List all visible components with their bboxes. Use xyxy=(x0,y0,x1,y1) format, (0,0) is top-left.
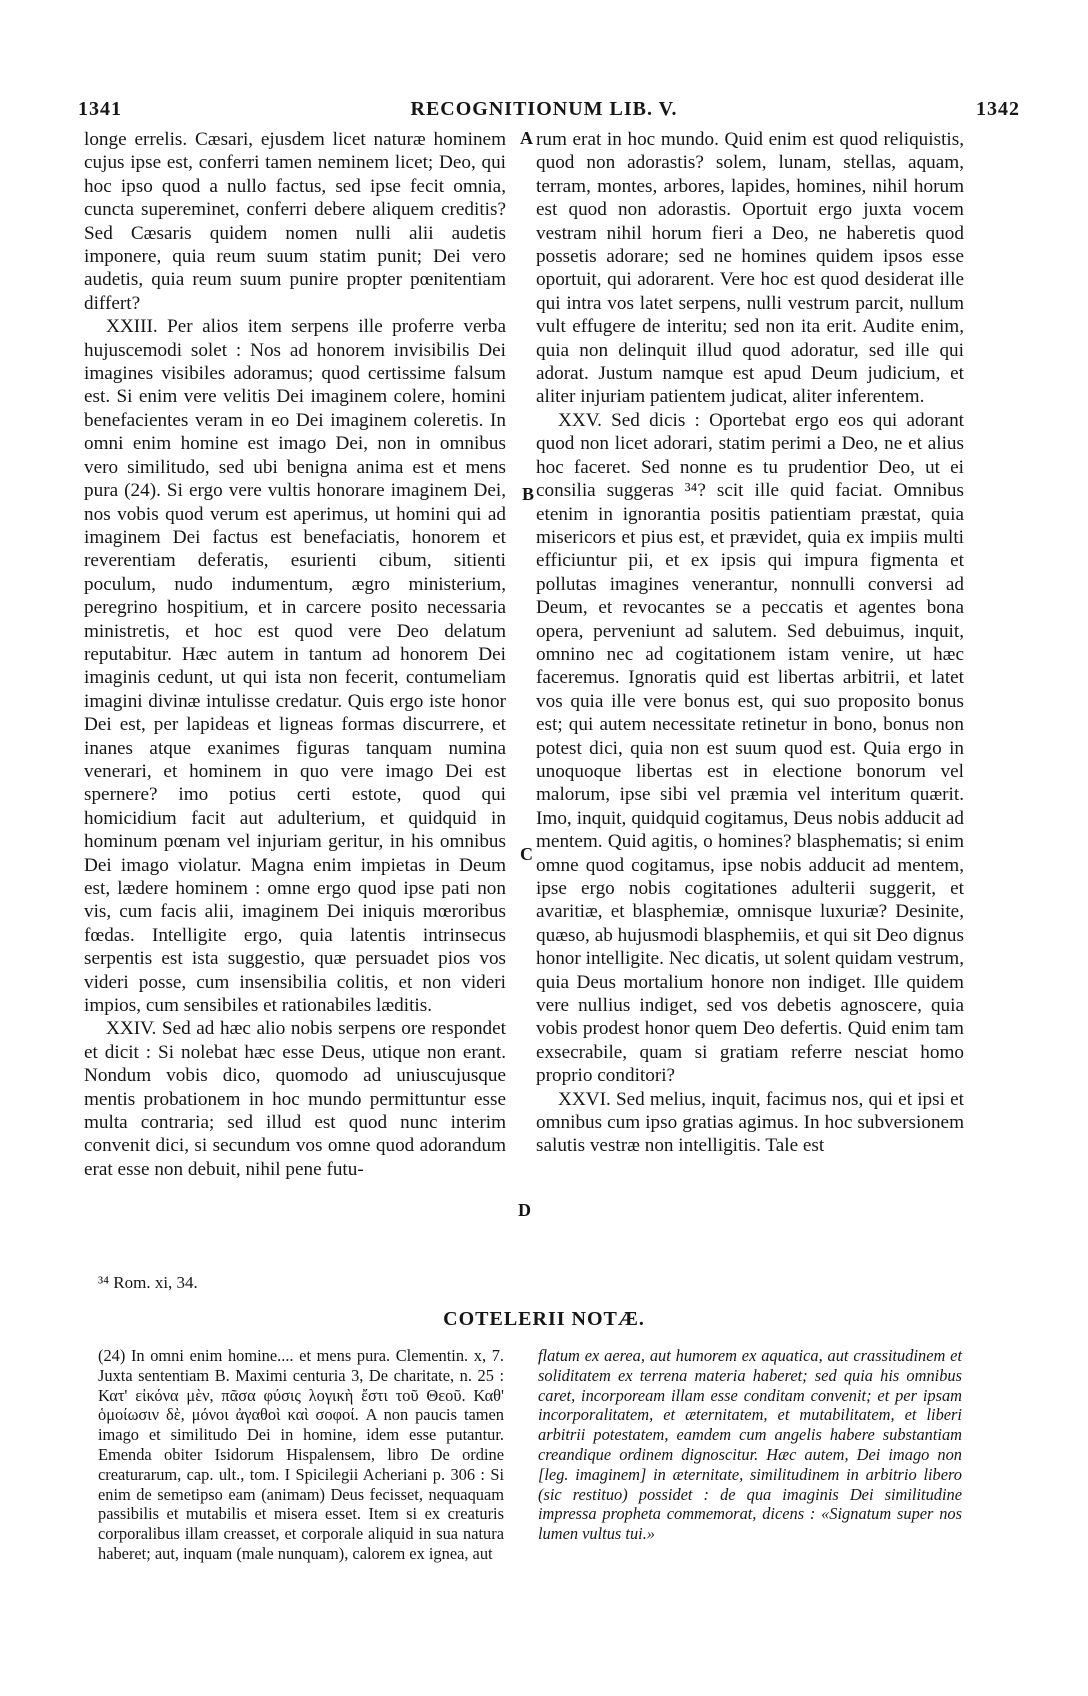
notes-left-column: (24) In omni enim homine.... et mens pura. Clementin. x, 7. Juxta sententiam B. Maximi centuria 3, De charitate, n. 25 : Κατ' εἰκόνα μὲν, πᾶσα φύσις λογικὴ ἔστι τοῦ Θεοῦ. Καθ' ὁμοίωσιν δὲ, μόνοι ἀγαθοὶ καὶ σοφοί. A non paucis tamen imago et similitudo Dei in homine, idem esse putantur. Emenda obiter Isidorum Hispalensem, libro De ordine creaturarum, cap. ult., tom. I Spicilegii Acheriani p. 306 : Si enim de semetipso eam (animam) Deus fecisset, nequaquam passibilis et mutabilis et misera esset. Item si ex creaturis corporalibus illam creasset, et corporale aliquid in sua natura haberet; aut, inquam (male nunquam), calorem ex ignea, aut xyxy=(98,1346,504,1563)
right-text-column xyxy=(536,128,964,1158)
paragraph-xxvi: XXVI. Sed melius, inquit, facimus nos, qui et ipsi et omnibus cum ipso gratias agimus. In hoc subversionem salutis vestræ non intelligitis. Tale est xyxy=(536,1088,964,1157)
footnote: ³⁴ Rom. xi, 34. xyxy=(98,1273,198,1292)
margin-marker-b: B xyxy=(522,484,535,504)
margin-marker-a: A xyxy=(520,128,533,148)
left-page-number: 1341 xyxy=(78,98,122,120)
paragraph-xxii-end: longe errelis. Cæsari, ejusdem licet naturæ hominem cujus ipse est, conferri tamen neminem licet; Deo, qui hoc ipso quod a nullo factus, sed ipse fecit omnia, cuncta supereminet, conferri debere aliquem creditis? Sed Cæsaris quidem nomen nulli alii audetis imponere, quia reum suum statim punit; Dei vero audetis, quia reum suum punire propter pœnitentiam differt? xyxy=(84,129,506,314)
left-text-column xyxy=(84,128,506,1181)
margin-marker-d: D xyxy=(518,1200,531,1220)
paragraph-xxiii: XXIII. Per alios item serpens ille proferre verba hujuscemodi solet : Nos ad honorem invisibilis Dei imagines visibiles adoramus; quod certissime falsum est. Si enim vere velitis Dei imaginem colere, homini benefacientes veram in eo Dei imaginem coleretis. In omni enim homine est imago Dei, non in omnibus vero similitudo, sed ubi benigna anima est et mens pura (24). Si ergo vere vultis honorare imaginem Dei, nos vobis quod verum est aperimus, ut homini qui ad imaginem Dei factus est benefaciatis, honorem et reverentiam deferatis, esurienti cibum, sitienti poculum, nudo indumentum, ægro ministerium, peregrino hospitium, et in carcere posito necessaria ministretis, et hoc est quod vere Deo delatum reputabitur. Hæc autem in tantum ad honorem Dei imaginis cedunt, ut qui ista non fecerit, contumeliam imagini divinæ intulisse credatur. Quis ergo iste honor Dei est, per lapideas et ligneas formas discurrere, et inanes atque exanimes figuras tanquam numina venerari, et hominem in quo vere imago Dei est spernere? imo potius certi estote, quod qui homicidium facit aut adulterium, et quidquid in hominum pœnam vel injuriam geritur, in his omnibus Dei imago violatur. Magna enim impietas in Deum est, lædere hominem : omne ergo quod ipse pati non vis, cum facis alii, imaginem Dei iniquis mœroribus fœdas. Intelligite ergo, quia latentis intrinsecus serpentis est ista suggestio, quæ persuadet pios vos videri posse, cum insensibilia colitis, et non videri impios, cum sensibiles et rationabiles læditis. xyxy=(84,316,506,1017)
paragraph-xxiv: XXIV. Sed ad hæc alio nobis serpens ore respondet et dicit : Si nolebat hæc esse Deus, utique non erant. Nondum vobis dico, quomodo ad uniuscujusque mentis probationem in hoc mundo permittuntur esse multa contraria; sed illud est quod nunc interim convenit dici, si secundum vos omne quod adorandum erat esse non debuit, nihil pene futu- xyxy=(84,1018,506,1180)
running-title: RECOGNITIONUM LIB. V. xyxy=(410,98,678,120)
notes-right-column: flatum ex aerea, aut humorem ex aquatica, aut crassitudinem et soliditatem ex terrena materia haberet; sed quia his omnibus caret, incorpoream illam esse conditam convenit; et per ipsam incorporalitatem, et æternitatem, et mutabilitatem, et liberi arbitrii potestatem, eamdem cum angelis habere substantiam creandique ordinem dignoscitur. Hæc autem, Dei imago non [leg. imaginem] in æternitate, similitudinem in arbitrio libero (sic restituo) possidet : de qua imaginis Dei similitudine impressa propheta commemorat, dicens : «Signatum super nos lumen vultus tui.» xyxy=(538,1346,962,1544)
notes-heading: COTELERII NOTÆ. xyxy=(443,1308,645,1330)
paragraph-xxiv-cont: rum erat in hoc mundo. Quid enim est quod reliquistis, quod non adorastis? solem, lunam, stellas, aquam, terram, montes, arbores, lapides, homines, nihil horum est quod non adorastis. Oportuit ergo juxta vocem vestram nihil horum fieri a Deo, ne haberetis quod possetis adorare; sed ne homines quidem ipsos esse oportuit, qui adorarent. Vere hoc est quod desiderat ille qui intra vos latet serpens, nulli vestrum parcit, nullum vult effugere de interitu; sed non ita erit. Audite enim, quia non delinquit illud quod adoratur, sed ille qui adorat. Justum namque est apud Deum judicium, et aliter injuriam patientem judicat, aliter inferentem. xyxy=(536,129,964,408)
right-page-number: 1342 xyxy=(976,98,1020,120)
paragraph-xxv: XXV. Sed dicis : Oportebat ergo eos qui adorant quod non licet adorari, statim perimi a Deo, ne et alius hoc faceret. Sed nonne es tu prudentior Deo, ut ei consilia suggeras ³⁴? scit ille quid faciat. Omnibus etenim in ignorantia positis patientiam præstat, quia misericors et pius est, et prævidet, quia ex impiis multi efficiuntur pii, et ex ipsis qui impura figmenta et pollutas imagines venerantur, nonnulli conversi ad Deum, et revocantes se a peccatis et agentes bona opera, perveniunt ad salutem. Sed debuimus, inquit, omnino nec ad cogitationem istam venire, ut hæc faceremus. Ignoratis quid est libertas arbitrii, et latet vos quia ille vere bonus est, qui suo proposito bonus est; qui autem necessitate retinetur in bono, bonus non potest dici, quia non est suum quod est. Quia ergo in unoquoque libertas est in electione bonorum vel malorum, ipse sibi vel præmia vel interitum quærit. Imo, inquit, quidquid cogitamus, Deus nobis adducit ad mentem. Quid agitis, o homines? blasphematis; si enim omne quod cogitamus, ipse nobis adducit ad mentem, ipse ergo nobis cogitationes adulterii suggerit, et avaritiæ, et blasphemiæ, omnisque luxuriæ? Desinite, quæso, ab hujusmodi blasphemiis, et qui sit Deo dignus honor intelligite. Nec dicatis, ut solent quidam vestrum, quia Deus mortalium honore non indiget. Ille quidem vere nullius indiget, sed vos debetis agnoscere, quia vobis prodest honor quem Deo defertis. Quid enim tam exsecrabile, quam si gratiam referre nesciat homo proprio conditori? xyxy=(536,409,964,1087)
margin-marker-c: C xyxy=(520,844,533,864)
